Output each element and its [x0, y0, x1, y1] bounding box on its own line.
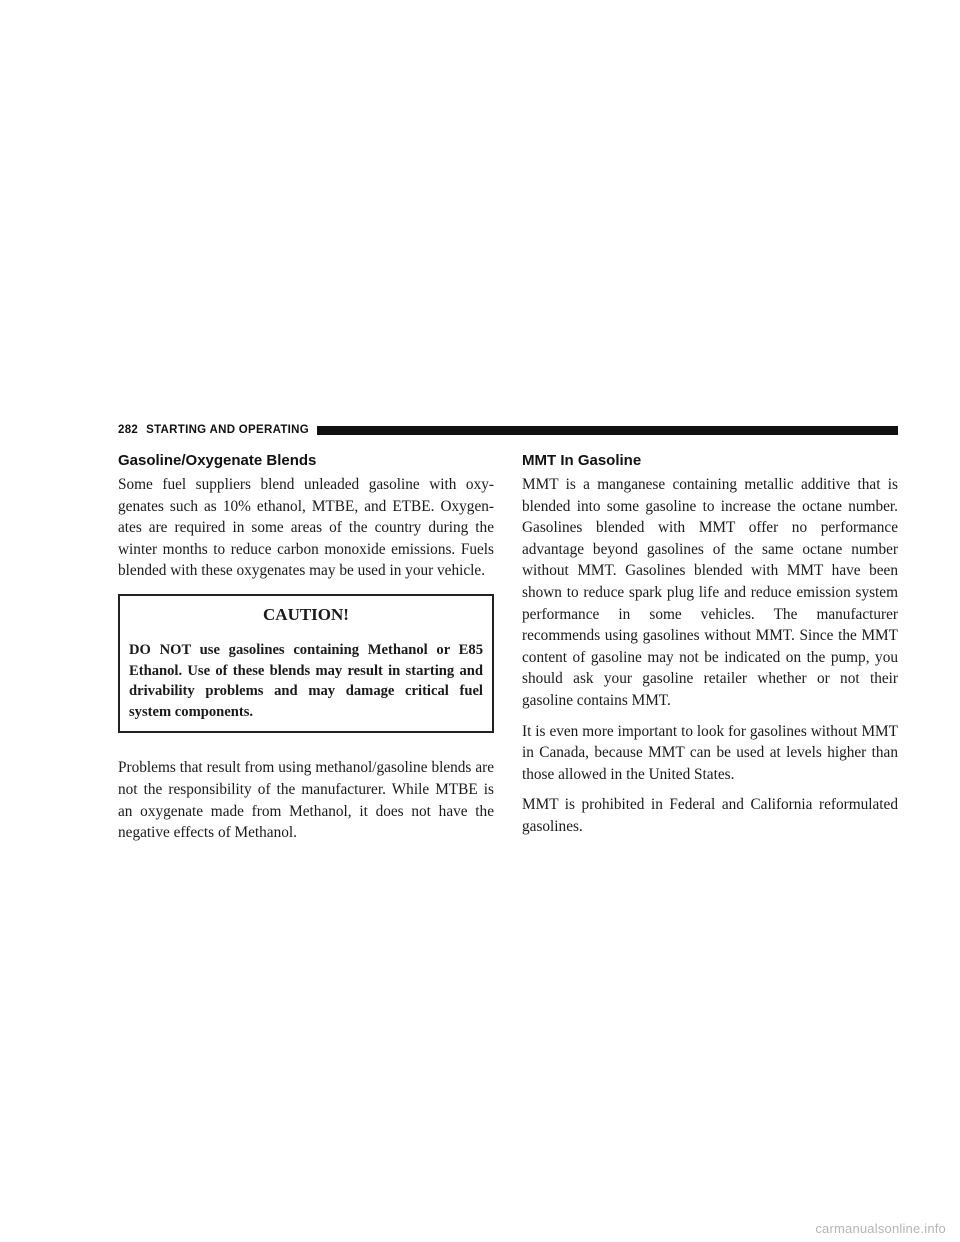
heading-oxygenate-blends: Gasoline/Oxygenate Blends: [118, 452, 317, 469]
page-number: 282: [118, 424, 139, 436]
heading-mmt: MMT In Gasoline: [522, 452, 642, 469]
caution-title: CAUTION!: [263, 604, 349, 624]
caution-text: DO NOT use gasolines containing Methanol or E85 Ethanol. Use of these blends may result in starting and drivability problems and may damage critical fuel system components.: [129, 641, 483, 720]
page-header: [118, 423, 898, 437]
paragraph-mmt-intro: MMT is a manganese containing metallic additive that is blended into some gasoline to increase the octane number. Gasolines blended with MMT offer no performance advantage beyond gasolines of the same octane number without MMT. Gasolines blended with MMT have been shown to reduce spark plug life and reduce emission system performance in some vehicles. The manufacturer recommends using gasolines without MMT. Since the MMT content of gasoline may not be indicated on the pump, you should ask your gasoline retailer whether or not their gasoline contains MMT.: [522, 476, 898, 709]
paragraph-oxygenates: Some fuel suppliers blend unleaded gasoline with oxygenates such as 10% ethanol, MTBE, and ETBE. Oxygenates are required in some areas of the country during the winter months to reduce carbon monoxide emissions. Fuels blended with these oxygenates may be used in your vehicle.: [118, 476, 494, 580]
left-column: [118, 452, 494, 853]
header-rule: [317, 426, 898, 435]
watermark: carmanualsonline.info: [815, 1221, 946, 1236]
right-column: [522, 452, 898, 847]
caution-box: [118, 594, 494, 733]
paragraph-mmt-prohibited: MMT is prohibited in Federal and California reformulated gasolines.: [522, 796, 898, 835]
paragraph-methanol-problems: Problems that result from using methanol/gasoline blends are not the responsibility of the manufacturer. While MTBE is an oxygenate made from Methanol, it does not have the negative effects of Methanol.: [118, 759, 494, 842]
paragraph-mmt-canada: It is even more important to look for gasolines without MMT in Canada, because MMT can be used at levels higher than those allowed in the United States.: [522, 722, 898, 783]
section-title: STARTING AND OPERATING: [146, 424, 310, 436]
